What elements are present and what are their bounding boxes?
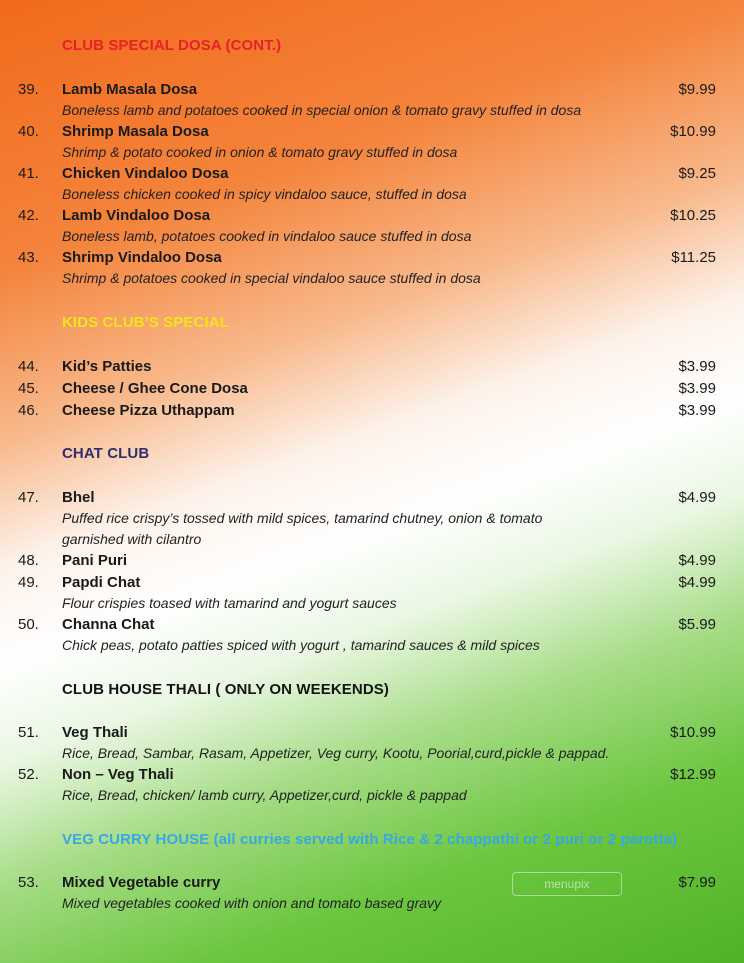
item-name: Bhel (62, 489, 95, 506)
item-number: 50. (18, 616, 39, 633)
menu-item-46 (0, 402, 744, 422)
item-price: $4.99 (678, 574, 716, 591)
item-description: Boneless chicken cooked in spicy vindaloo sauce, stuffed in dosa (62, 186, 467, 202)
item-description: Mixed vegetables cooked with onion and tomato based gravy (62, 895, 442, 911)
item-name: Kid’s Patties (62, 358, 152, 375)
menu-item-39 (0, 81, 744, 101)
item-description: Flour crispies toased with tamarind and yogurt sauces (62, 595, 397, 611)
item-name: Lamb Masala Dosa (62, 81, 198, 98)
menu-item-51 (0, 724, 744, 744)
item-name: Papdi Chat (62, 574, 141, 591)
item-number: 51. (18, 724, 39, 741)
item-price: $7.99 (678, 874, 716, 891)
item-price: $5.99 (678, 616, 716, 633)
menu-item-48 (0, 552, 744, 572)
item-number: 53. (18, 874, 39, 891)
item-number: 49. (18, 574, 39, 591)
item-name: Lamb Vindaloo Dosa (62, 207, 211, 224)
section-heading-kids: KIDS CLUB’S SPECIAL (62, 314, 229, 331)
menu-item-43 (0, 249, 744, 269)
menu-item-49 (0, 574, 744, 594)
item-number: 44. (18, 358, 39, 375)
item-price: $4.99 (678, 489, 716, 506)
item-number: 48. (18, 552, 39, 569)
menu-item-47 (0, 489, 744, 509)
item-number: 52. (18, 766, 39, 783)
item-name: Veg Thali (62, 724, 128, 741)
item-description: Shrimp & potato cooked in onion & tomato gravy stuffed in dosa (62, 144, 458, 160)
item-description: Puffed rice crispy’s tossed with mild spices, tamarind chutney, onion & tomato (62, 510, 543, 526)
item-price: $10.25 (670, 207, 716, 224)
item-number: 47. (18, 489, 39, 506)
item-number: 39. (18, 81, 39, 98)
item-description: Boneless lamb and potatoes cooked in special onion & tomato gravy stuffed in dosa (62, 102, 582, 118)
item-price: $9.99 (678, 81, 716, 98)
item-name: Non – Veg Thali (62, 766, 174, 783)
item-price: $3.99 (678, 402, 716, 419)
item-price: $11.25 (671, 249, 716, 266)
item-price: $10.99 (670, 123, 716, 140)
section-heading-thali: CLUB HOUSE THALI ( ONLY ON WEEKENDS) (62, 681, 389, 698)
item-name: Cheese Pizza Uthappam (62, 402, 235, 419)
menu-item-40 (0, 123, 744, 143)
watermark: menupix (512, 872, 622, 896)
item-price: $4.99 (678, 552, 716, 569)
menu-item-45 (0, 380, 744, 400)
menu-item-52 (0, 766, 744, 786)
section-heading-veg-curry: VEG CURRY HOUSE (all curries served with Rice & 2 chappathi or 2 puri or 2 parotta) (62, 831, 678, 848)
item-number: 41. (18, 165, 39, 182)
item-price: $9.25 (678, 165, 716, 182)
item-description: Shrimp & potatoes cooked in special vindaloo sauce stuffed in dosa (62, 270, 481, 286)
menu-item-44 (0, 358, 744, 378)
item-price: $10.99 (670, 724, 716, 741)
item-description: Chick peas, potato patties spiced with yogurt , tamarind sauces & mild spices (62, 637, 540, 653)
item-name: Cheese / Ghee Cone Dosa (62, 380, 248, 397)
item-price: $3.99 (678, 358, 716, 375)
item-name: Shrimp Vindaloo Dosa (62, 249, 222, 266)
menu-item-41 (0, 165, 744, 185)
menu-item-50 (0, 616, 744, 636)
item-description: Rice, Bread, chicken/ lamb curry, Appetizer,curd, pickle & pappad (62, 787, 467, 803)
menu-item-42 (0, 207, 744, 227)
item-number: 45. (18, 380, 39, 397)
section-heading-club-special: CLUB SPECIAL DOSA (CONT.) (62, 37, 282, 54)
section-heading-chat: CHAT CLUB (62, 445, 150, 462)
item-number: 42. (18, 207, 39, 224)
item-name: Shrimp Masala Dosa (62, 123, 209, 140)
item-price: $3.99 (678, 380, 716, 397)
item-number: 46. (18, 402, 39, 419)
item-name: Channa Chat (62, 616, 155, 633)
item-price: $12.99 (670, 766, 716, 783)
menu-item-53 (0, 874, 744, 894)
item-name: Mixed Vegetable curry (62, 874, 221, 891)
item-name: Chicken Vindaloo Dosa (62, 165, 229, 182)
item-name: Pani Puri (62, 552, 128, 569)
item-number: 43. (18, 249, 39, 266)
item-description-continued: garnished with cilantro (62, 531, 202, 547)
item-number: 40. (18, 123, 39, 140)
item-description: Boneless lamb, potatoes cooked in vindaloo sauce stuffed in dosa (62, 228, 472, 244)
item-description: Rice, Bread, Sambar, Rasam, Appetizer, Veg curry, Kootu, Poorial,curd,pickle & pappad. (62, 745, 610, 761)
